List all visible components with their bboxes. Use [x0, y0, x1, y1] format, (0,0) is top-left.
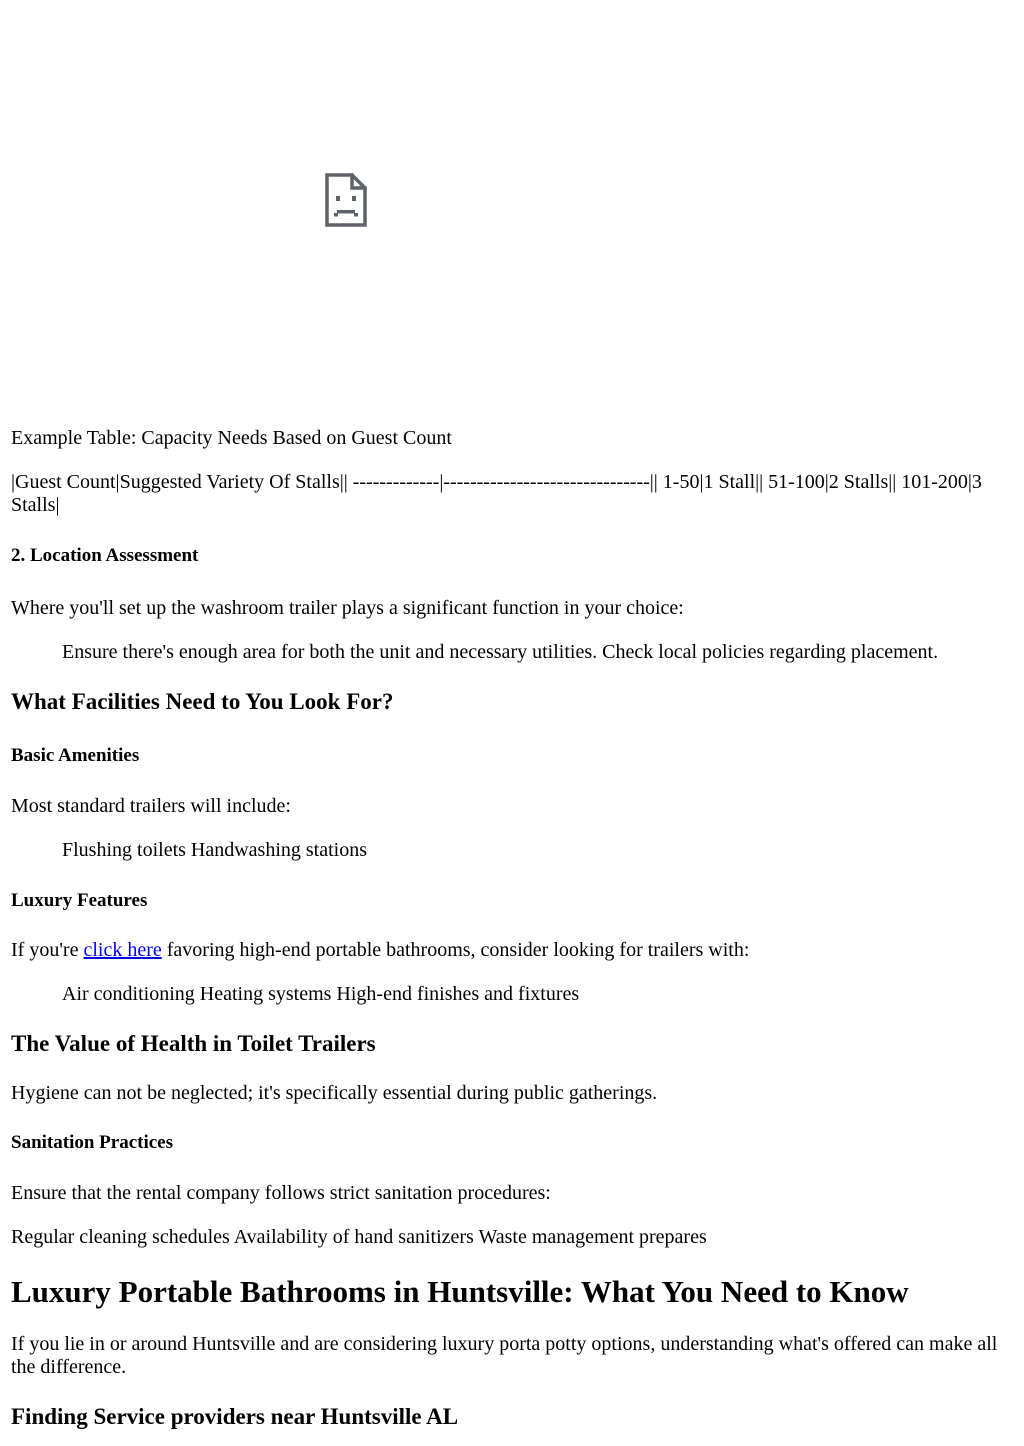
finding-heading: Finding Service providers near Huntsville AL — [11, 1404, 459, 1429]
broken-document-icon — [324, 172, 368, 228]
location-intro: Where you'll set up the washroom trailer plays a significant function in your choice: — [11, 597, 684, 619]
embedded-frame-failed — [11, 0, 711, 400]
huntsville-intro: If you lie in or around Huntsville and are considering luxury porta potty options, understanding what's offered can make all the difference. — [11, 1333, 998, 1378]
luxury-intro-after: favoring high-end portable bathrooms, consider looking for trailers with: — [161, 939, 750, 961]
luxury-intro-before: If you're — [11, 939, 84, 961]
location-list: Ensure there's enough area for both the unit and necessary utilities. Check local policies regarding placement. — [62, 641, 939, 663]
facilities-heading: What Facilities Need to You Look For? — [11, 689, 394, 714]
table-caption: Example Table: Capacity Needs Based on Guest Count — [11, 427, 452, 449]
luxury-features-heading: Luxury Features — [11, 890, 148, 911]
sanitation-heading: Sanitation Practices — [11, 1132, 174, 1153]
health-intro: Hygiene can not be neglected; it's specifically essential during public gatherings. — [11, 1082, 658, 1104]
location-heading: 2. Location Assessment — [11, 545, 199, 566]
huntsville-heading: Luxury Portable Bathrooms in Huntsville: What You Need to Know — [11, 1274, 909, 1309]
click-here-link[interactable]: click here — [83, 939, 162, 961]
luxury-list: Air conditioning Heating systems High-end finishes and fixtures — [62, 983, 580, 1005]
sanitation-list: Regular cleaning schedules Availability of hand sanitizers Waste management prepares — [11, 1226, 707, 1248]
basic-amenities-heading: Basic Amenities — [11, 745, 140, 766]
luxury-intro — [11, 939, 1014, 962]
article-body — [11, 427, 1014, 1430]
health-heading: The Value of Health in Toilet Trailers — [11, 1031, 376, 1056]
pipe-table-text: |Guest Count|Suggested Variety Of Stalls|| -------------|-------------------------------|| 1-50|1 Stall|| 51-100|2 Stalls|| 101-200|3 Stalls| — [11, 471, 982, 516]
basic-list: Flushing toilets Handwashing stations — [62, 839, 367, 861]
basic-intro: Most standard trailers will include: — [11, 795, 291, 817]
sanitation-intro: Ensure that the rental company follows strict sanitation procedures: — [11, 1182, 551, 1204]
